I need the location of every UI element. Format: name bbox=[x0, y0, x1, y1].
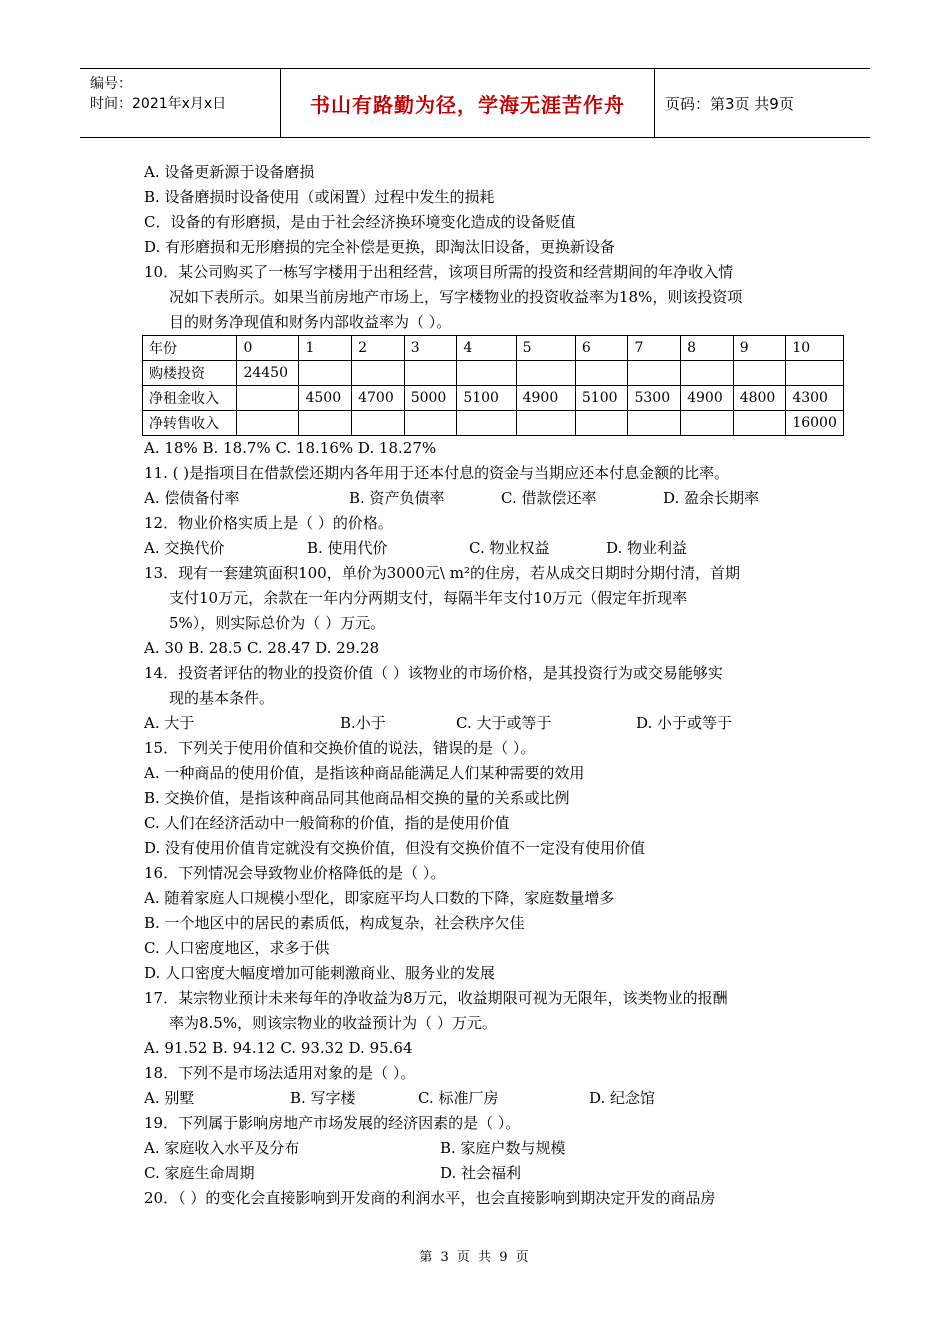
question-20-stem: 20．（ ）的变化会直接影响到开发商的利润水平，也会直接影响到期决定开发的商品房 bbox=[144, 1189, 716, 1207]
option: A. 偿债备付率 bbox=[144, 489, 240, 507]
document-number: 编号： bbox=[90, 76, 132, 92]
question-19-stem: 19．下列属于影响房地产市场发展的经济因素的是（ ）。 bbox=[144, 1114, 521, 1132]
option-line: D. 人口密度大幅度增加可能刺激商业、服务业的发展 bbox=[144, 964, 496, 982]
option-line: C. 人们在经济活动中一般简称的价值，指的是使用价值 bbox=[144, 814, 510, 832]
document-body bbox=[144, 160, 844, 1211]
question-10-stem-cont: 目的财务净现值和财务内部收益率为（ ）。 bbox=[169, 313, 452, 331]
table-cell: 5300 bbox=[628, 386, 681, 411]
table-cell: 4300 bbox=[786, 386, 844, 411]
table-cell: 4900 bbox=[516, 386, 575, 411]
header-page-info: 页码：第3页 共9页 bbox=[665, 94, 794, 113]
table-cell bbox=[299, 361, 352, 386]
table-cell: 16000 bbox=[786, 411, 844, 436]
option: C. 家庭生命周期 bbox=[144, 1164, 255, 1182]
option-line: C．设备的有形磨损，是由于社会经济换环境变化造成的设备贬值 bbox=[144, 213, 576, 231]
table-cell: 4500 bbox=[299, 386, 352, 411]
header-motto: 书山有路勤为径，学海无涯苦作舟 bbox=[280, 69, 655, 137]
option-line: A. 随着家庭人口规模小型化，即家庭平均人口数的下降，家庭数量增多 bbox=[144, 889, 615, 907]
option: D. 纪念馆 bbox=[589, 1089, 656, 1107]
question-11-options bbox=[144, 486, 844, 511]
table-header-cell: 4 bbox=[457, 336, 516, 361]
option-line: C. 人口密度地区，求多于供 bbox=[144, 939, 330, 957]
question-16-stem: 16．下列情况会导致物业价格降低的是（ ）。 bbox=[144, 864, 446, 882]
option: A. 大于 bbox=[144, 714, 195, 732]
option: A. 家庭收入水平及分布 bbox=[144, 1139, 300, 1157]
question-17-stem: 17．某宗物业预计未来每年的净收益为8万元，收益期限可视为无限年，该类物业的报酬 bbox=[144, 989, 728, 1007]
table-cell: 5100 bbox=[575, 386, 628, 411]
table-header-cell: 10 bbox=[786, 336, 844, 361]
question-11-stem: 11. ( )是指项目在借款偿还期内各年用于还本付息的资金与当期应还本付息金额的比率。 bbox=[144, 464, 730, 482]
table-cell bbox=[733, 361, 786, 386]
table-cell bbox=[352, 361, 405, 386]
option: D. 小于或等于 bbox=[636, 714, 733, 732]
table-header-cell: 0 bbox=[237, 336, 299, 361]
question-14-stem-cont: 现的基本条件。 bbox=[169, 689, 275, 707]
page-footer: 第 3 页 共 9 页 bbox=[419, 1250, 531, 1265]
question-13-stem-cont: 支付10万元，余款在一年内分两期支付，每隔半年支付10万元（假定年折现率 bbox=[169, 589, 688, 607]
table-cell bbox=[575, 411, 628, 436]
table-cell bbox=[681, 411, 734, 436]
table-header-cell: 7 bbox=[628, 336, 681, 361]
option-line: B. 交换价值，是指该种商品同其他商品相交换的量的关系或比例 bbox=[144, 789, 570, 807]
option: B. 资产负债率 bbox=[349, 489, 445, 507]
table-cell: 5000 bbox=[404, 386, 457, 411]
option: D. 物业利益 bbox=[606, 539, 688, 557]
option-line: A. 一种商品的使用价值，是指该种商品能满足人们某种需要的效用 bbox=[144, 764, 585, 782]
table-cell bbox=[404, 361, 457, 386]
table-cell bbox=[404, 411, 457, 436]
question-13-stem-cont: 5%），则实际总价为（ ）万元。 bbox=[169, 614, 386, 632]
table-header-cell: 1 bbox=[299, 336, 352, 361]
question-18-options bbox=[144, 1086, 844, 1111]
table-header-cell: 2 bbox=[352, 336, 405, 361]
question-12-options bbox=[144, 536, 844, 561]
question-12-stem: 12．物业价格实质上是（ ）的价格。 bbox=[144, 514, 393, 532]
question-15-stem: 15．下列关于使用价值和交换价值的说法，错误的是（ ）。 bbox=[144, 739, 536, 757]
question-10-stem: 10．某公司购买了一栋写字楼用于出租经营，该项目所需的投资和经营期间的年净收入情 bbox=[144, 263, 734, 281]
table-cell bbox=[786, 361, 844, 386]
table-row bbox=[143, 336, 844, 361]
question-19-options bbox=[144, 1136, 844, 1161]
option: C. 标准厂房 bbox=[418, 1089, 499, 1107]
table-header-cell: 9 bbox=[733, 336, 786, 361]
question-10-stem-cont: 况如下表所示。如果当前房地产市场上，写字楼物业的投资收益率为18%，则该投资项 bbox=[169, 288, 743, 306]
table-cell bbox=[628, 361, 681, 386]
table-cell bbox=[516, 411, 575, 436]
option: B. 使用代价 bbox=[307, 539, 388, 557]
table-cell: 4700 bbox=[352, 386, 405, 411]
option: B. 家庭户数与规模 bbox=[440, 1139, 566, 1157]
table-cell: 净转售收入 bbox=[143, 411, 237, 436]
table-cell: 净租金收入 bbox=[143, 386, 237, 411]
option: A. 别墅 bbox=[144, 1089, 195, 1107]
table-cell bbox=[352, 411, 405, 436]
option-line: B. 设备磨损时设备使用（或闲置）过程中发生的损耗 bbox=[144, 188, 495, 206]
table-cell: 4800 bbox=[733, 386, 786, 411]
table-cell: 5100 bbox=[457, 386, 516, 411]
table-cell bbox=[457, 411, 516, 436]
table-row bbox=[143, 386, 844, 411]
table-cell bbox=[299, 411, 352, 436]
page-header bbox=[80, 68, 870, 138]
investment-table bbox=[142, 335, 844, 436]
question-13-stem: 13．现有一套建筑面积100，单价为3000元\ m²的住房，若从成交日期时分期付清，首期 bbox=[144, 564, 740, 582]
table-cell bbox=[516, 361, 575, 386]
table-cell bbox=[681, 361, 734, 386]
option-line: D. 没有使用价值肯定就没有交换价值，但没有交换价值不一定没有使用价值 bbox=[144, 839, 646, 857]
option: B. 写字楼 bbox=[290, 1089, 356, 1107]
option: D. 盈余长期率 bbox=[663, 489, 760, 507]
option: A. 交换代价 bbox=[144, 539, 225, 557]
table-header-cell: 年份 bbox=[143, 336, 237, 361]
question-13-options: A. 30 B. 28.5 C. 28.47 D. 29.28 bbox=[144, 639, 380, 657]
option-line: A. 设备更新源于设备磨损 bbox=[144, 163, 315, 181]
option: C. 大于或等于 bbox=[456, 714, 552, 732]
question-18-stem: 18．下列不是市场法适用对象的是（ ）。 bbox=[144, 1064, 416, 1082]
table-cell bbox=[575, 361, 628, 386]
table-header-cell: 3 bbox=[404, 336, 457, 361]
table-header-cell: 6 bbox=[575, 336, 628, 361]
question-10-options: A. 18% B. 18.7% C. 18.16% D. 18.27% bbox=[144, 439, 437, 457]
table-cell bbox=[628, 411, 681, 436]
option: B.小于 bbox=[340, 714, 386, 732]
table-cell bbox=[237, 386, 299, 411]
table-cell: 购楼投资 bbox=[143, 361, 237, 386]
option: D. 社会福利 bbox=[440, 1164, 522, 1182]
option: C. 物业权益 bbox=[469, 539, 550, 557]
table-row bbox=[143, 411, 844, 436]
option: C. 借款偿还率 bbox=[501, 489, 597, 507]
table-row bbox=[143, 361, 844, 386]
question-14-options bbox=[144, 711, 844, 736]
table-cell bbox=[733, 411, 786, 436]
question-14-stem: 14．投资者评估的物业的投资价值（ ）该物业的市场价格，是其投资行为或交易能够实 bbox=[144, 664, 723, 682]
document-date: 时间：2021年x月x日 bbox=[90, 96, 227, 112]
table-header-cell: 5 bbox=[516, 336, 575, 361]
question-19-options bbox=[144, 1161, 844, 1186]
question-17-options: A. 91.52 B. 94.12 C. 93.32 D. 95.64 bbox=[144, 1039, 413, 1057]
table-cell bbox=[237, 411, 299, 436]
table-cell bbox=[457, 361, 516, 386]
option-line: D. 有形磨损和无形磨损的完全补偿是更换，即淘汰旧设备，更换新设备 bbox=[144, 238, 616, 256]
option-line: B. 一个地区中的居民的素质低，构成复杂，社会秩序欠佳 bbox=[144, 914, 525, 932]
table-header-cell: 8 bbox=[681, 336, 734, 361]
table-cell: 24450 bbox=[237, 361, 299, 386]
header-meta bbox=[80, 69, 280, 137]
question-17-stem-cont: 率为8.5%，则该宗物业的收益预计为（ ）万元。 bbox=[169, 1014, 497, 1032]
table-cell: 4900 bbox=[681, 386, 734, 411]
